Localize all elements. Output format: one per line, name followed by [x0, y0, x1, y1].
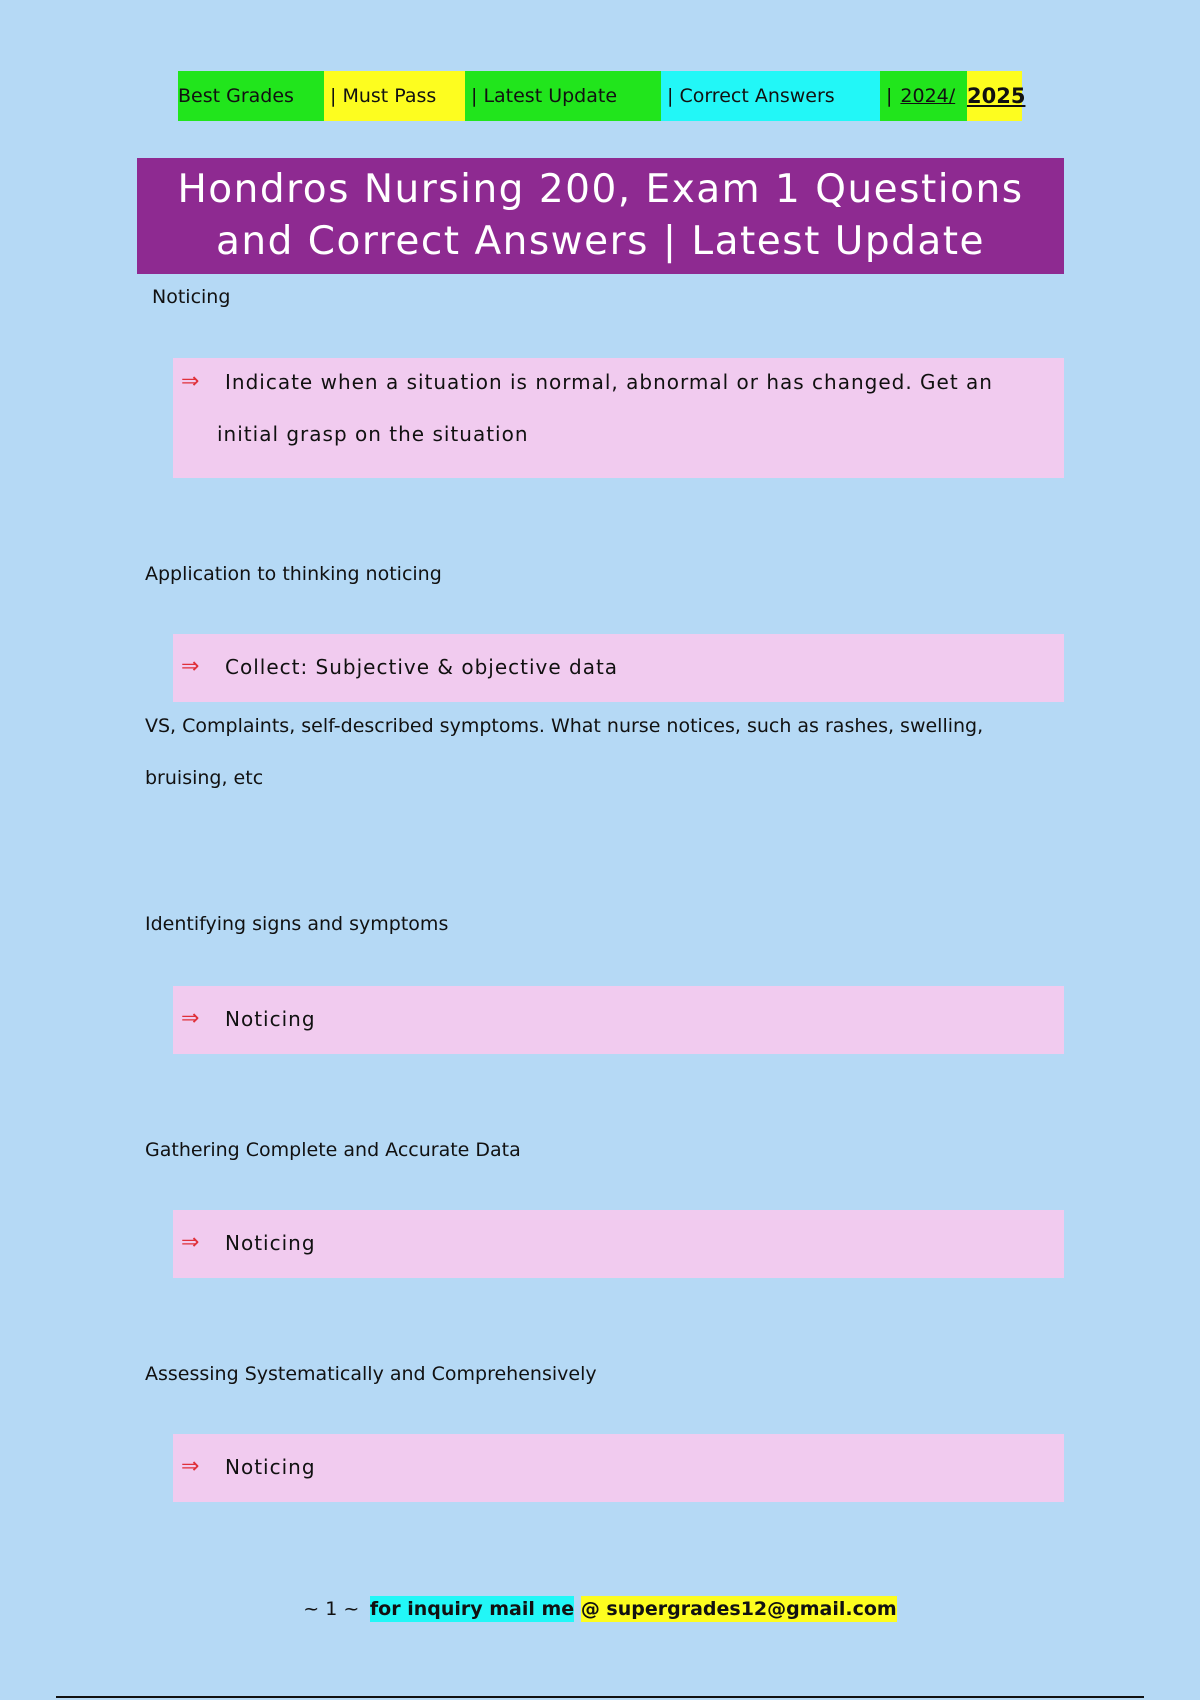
question-gathering: Gathering Complete and Accurate Data: [145, 1139, 521, 1161]
page-number: ~ 1 ~: [303, 1598, 360, 1620]
tag-year-part2: [967, 71, 1026, 121]
inquiry-text: for inquiry mail me: [369, 1598, 575, 1620]
page-footer: [0, 1598, 1200, 1620]
bottom-rule: [56, 1696, 1144, 1698]
answer-box: [173, 1434, 1064, 1502]
arrow-icon: ⇒: [181, 1230, 201, 1255]
tag-must-pass: | Must Pass: [324, 71, 465, 121]
arrow-icon: ⇒: [181, 654, 201, 679]
arrow-icon: ⇒: [181, 1454, 201, 1479]
answer-box: [173, 634, 1064, 702]
tag-year-part1: [880, 71, 967, 121]
answer-text: Collect: Subjective & objective data: [225, 655, 619, 679]
year-pipe: |: [886, 85, 893, 107]
answer-box: [173, 1210, 1064, 1278]
arrow-icon: ⇒: [181, 369, 201, 394]
contact-email[interactable]: @ supergrades12@gmail.com: [580, 1598, 897, 1620]
tag-bar: [178, 71, 1026, 121]
answer-text: Noticing: [225, 1007, 316, 1031]
answer-line-2: initial grasp on the situation: [217, 422, 529, 446]
question-assessing: Assessing Systematically and Comprehensively: [145, 1363, 597, 1385]
question-identifying: Identifying signs and symptoms: [145, 913, 449, 935]
tag-latest-update: | Latest Update: [465, 71, 661, 121]
question-application: Application to thinking noticing: [145, 563, 442, 585]
question-noticing: Noticing: [152, 286, 231, 308]
tag-correct-answers: | Correct Answers: [661, 71, 880, 121]
answer-box: [173, 986, 1064, 1054]
answer-text: Noticing: [225, 1455, 316, 1479]
arrow-icon: ⇒: [181, 1006, 201, 1031]
note-line-1: VS, Complaints, self-described symptoms. What nurse notices, such as rashes, swelling,: [145, 715, 984, 737]
title-banner: [137, 158, 1064, 274]
title-line-2: and Correct Answers | Latest Update: [215, 219, 986, 264]
note-line-2: bruising, etc: [145, 767, 264, 789]
title-line-1: Hondros Nursing 200, Exam 1 Questions: [177, 167, 1024, 212]
year-2025: 2025: [967, 84, 1026, 108]
answer-text: Noticing: [225, 1231, 316, 1255]
answer-box: [173, 358, 1064, 478]
answer-line-1: Indicate when a situation is normal, abnormal or has changed. Get an: [225, 370, 993, 394]
year-2024: 2024/: [900, 85, 956, 107]
tag-best-grades: Best Grades: [178, 71, 324, 121]
